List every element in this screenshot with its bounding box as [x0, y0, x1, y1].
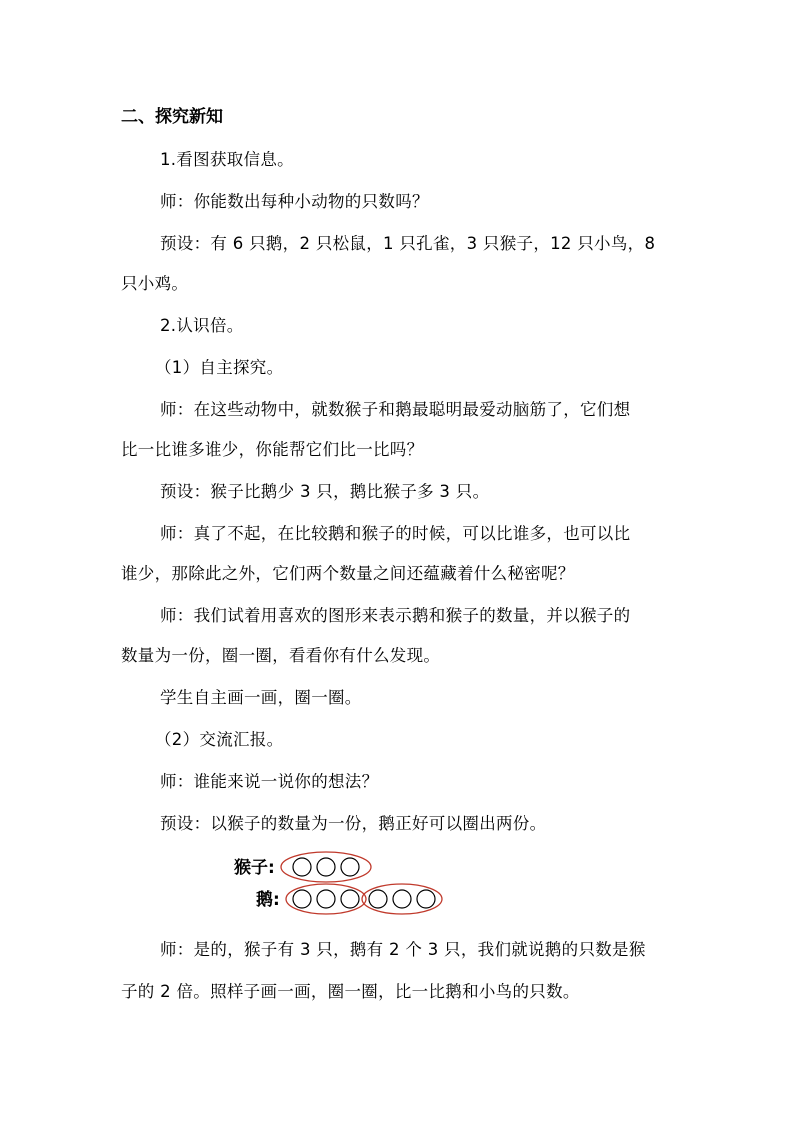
- goose-circle: [293, 890, 311, 908]
- paragraph-6: 师：在这些动物中，就数猴子和鹅最聪明最爱动脑筋了，它们想: [160, 400, 631, 419]
- paragraph-1: 1.看图获取信息。: [160, 150, 294, 169]
- paragraph-4: 2.认识倍。: [160, 316, 244, 335]
- paragraph-5: （1）自主探究。: [155, 358, 284, 377]
- goose-circle: [393, 890, 411, 908]
- paragraph-10: 学生自主画一画，圈一圈。: [160, 688, 362, 707]
- goose-label: 鹅:: [256, 890, 280, 910]
- paragraph-8: 师：真了不起，在比较鹅和猴子的时候，可以比谁多，也可以比: [160, 524, 631, 543]
- paragraph-14-cont: 子的 2 倍。照样子画一画，圈一圈，比一比鹅和小鸟的只数。: [121, 982, 580, 1001]
- paragraph-3: 预设：有 6 只鹅，2 只松鼠，1 只孔雀，3 只猴子，12 只小鸟，8: [160, 234, 656, 253]
- paragraph-9: 师：我们试着用喜欢的图形来表示鹅和猴子的数量，并以猴子的: [160, 606, 631, 625]
- paragraph-14: 师：是的，猴子有 3 只，鹅有 2 个 3 只，我们就说鹅的只数是猴: [160, 940, 646, 959]
- section-title: 二、探究新知: [121, 107, 223, 127]
- paragraph-3-cont: 只小鸡。: [121, 274, 189, 293]
- goose-circle: [369, 890, 387, 908]
- paragraph-9-cont: 数量为一份，圈一圈，看看你有什么发现。: [121, 646, 441, 665]
- monkey-circle: [317, 858, 335, 876]
- monkey-label: 猴子:: [234, 858, 275, 878]
- monkey-circle: [341, 858, 359, 876]
- diagram-circles: [230, 850, 460, 920]
- paragraph-2: 师：你能数出每种小动物的只数吗？: [160, 192, 429, 211]
- monkey-circle: [293, 858, 311, 876]
- paragraph-13: 预设：以猴子的数量为一份，鹅正好可以圈出两份。: [160, 814, 547, 833]
- comparison-diagram: [230, 850, 460, 920]
- goose-circle: [341, 890, 359, 908]
- paragraph-8-cont: 谁少，那除此之外，它们两个数量之间还蕴藏着什么秘密呢？: [121, 564, 575, 583]
- goose-circle: [317, 890, 335, 908]
- goose-circle: [417, 890, 435, 908]
- paragraph-11: （2）交流汇报。: [155, 730, 284, 749]
- paragraph-7: 预设：猴子比鹅少 3 只，鹅比猴子多 3 只。: [160, 482, 490, 501]
- paragraph-6-cont: 比一比谁多谁少，你能帮它们比一比吗？: [121, 440, 424, 459]
- paragraph-12: 师：谁能来说一说你的想法？: [160, 772, 379, 791]
